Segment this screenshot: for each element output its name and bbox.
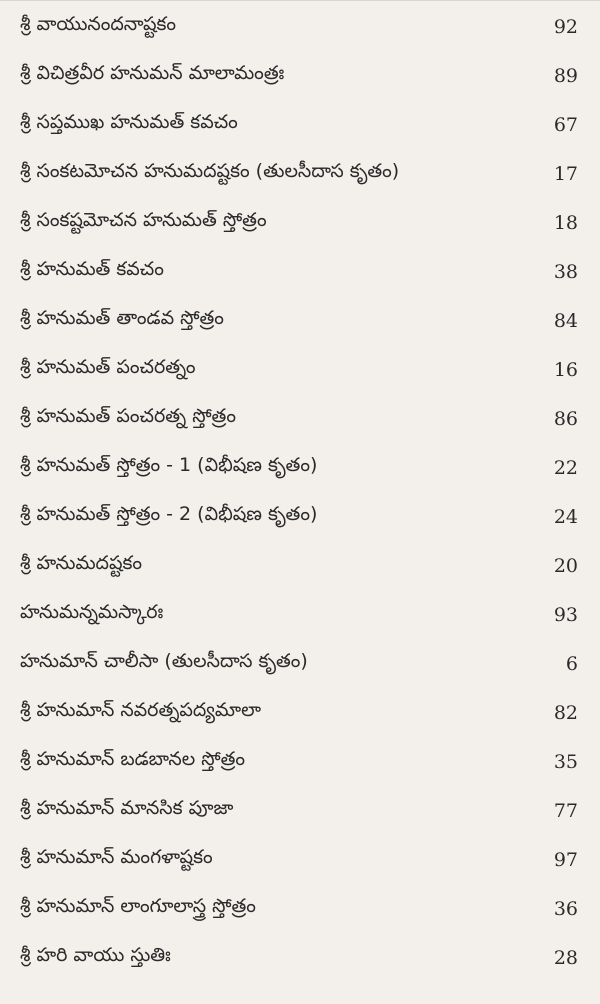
toc-row [20,884,600,933]
top-rule [0,0,600,1]
toc-page-number: 92 [553,15,578,38]
toc-row [20,737,600,786]
toc-row [20,394,600,443]
toc-row [20,786,600,835]
table-of-contents [0,2,600,982]
toc-row [20,933,600,982]
toc-title: శ్రీ హనుమత్ పంచరత్న స్తోత్రం [20,405,236,427]
toc-page-number: 67 [553,113,578,136]
toc-title: శ్రీ వాయునందనాష్టకం [20,13,177,35]
toc-title: శ్రీ సంకటమోచన హనుమదష్టకం (తులసీదాస కృతం) [20,160,400,182]
toc-row [20,492,600,541]
toc-title: శ్రీ హనుమాన్ లాంగూలాస్త్ర స్తోత్రం [20,895,256,917]
toc-page-number: 22 [553,456,578,479]
toc-page-number: 86 [553,407,578,430]
toc-row [20,100,600,149]
toc-page-number: 93 [553,603,578,626]
toc-row [20,149,600,198]
toc-row [20,296,600,345]
toc-row [20,443,600,492]
toc-page-number: 28 [553,946,578,969]
toc-title: శ్రీ హనుమాన్ బడబానల స్తోత్రం [20,748,246,770]
toc-row [20,639,600,688]
toc-page-number: 77 [553,799,578,822]
toc-title: హనుమాన్ చాలీసా (తులసీదాస కృతం) [20,650,308,672]
toc-row [20,2,600,51]
toc-title: శ్రీ హనుమత్ స్తోత్రం - 2 (విభీషణ కృతం) [20,503,318,525]
toc-title: శ్రీ హరి వాయు స్తుతిః [20,944,171,966]
toc-page-number: 18 [553,211,578,234]
toc-page-number: 84 [553,309,578,332]
toc-page-number: 38 [553,260,578,283]
toc-page-number: 20 [553,554,578,577]
toc-title: శ్రీ హనుమాన్ మానసిక పూజా [20,797,234,819]
toc-title: శ్రీ హనుమత్ కవచం [20,258,164,280]
toc-row [20,198,600,247]
toc-title: శ్రీ హనుమాన్ మంగళాష్టకం [20,846,213,868]
toc-page-number: 89 [553,64,578,87]
toc-row [20,51,600,100]
toc-page-number: 6 [565,652,578,675]
toc-title: శ్రీ హనుమత్ పంచరత్నం [20,356,196,378]
toc-page-number: 82 [553,701,578,724]
toc-row [20,688,600,737]
toc-row [20,590,600,639]
toc-row [20,835,600,884]
toc-page-number: 36 [553,897,578,920]
toc-title: శ్రీ హనుమత్ స్తోత్రం - 1 (విభీషణ కృతం) [20,454,318,476]
toc-row [20,247,600,296]
toc-title: శ్రీ హనుమాన్ నవరత్నపద్యమాలా [20,699,261,721]
toc-title: శ్రీ హనుమత్ తాండవ స్తోత్రం [20,307,224,329]
toc-title: శ్రీ సప్తముఖ హనుమత్ కవచం [20,111,238,133]
toc-page-number: 97 [553,848,578,871]
toc-row [20,345,600,394]
toc-row [20,541,600,590]
toc-title: హనుమన్నమస్కారః [20,601,164,623]
toc-title: శ్రీ సంకష్టమోచన హనుమత్ స్తోత్రం [20,209,267,231]
toc-title: శ్రీ హనుమదష్టకం [20,552,143,574]
toc-page-number: 17 [553,162,578,185]
toc-page-number: 24 [553,505,578,528]
toc-page-number: 35 [553,750,578,773]
toc-page-number: 16 [553,358,578,381]
toc-title: శ్రీ విచిత్రవీర హనుమన్ మాలామంత్రః [20,62,285,84]
